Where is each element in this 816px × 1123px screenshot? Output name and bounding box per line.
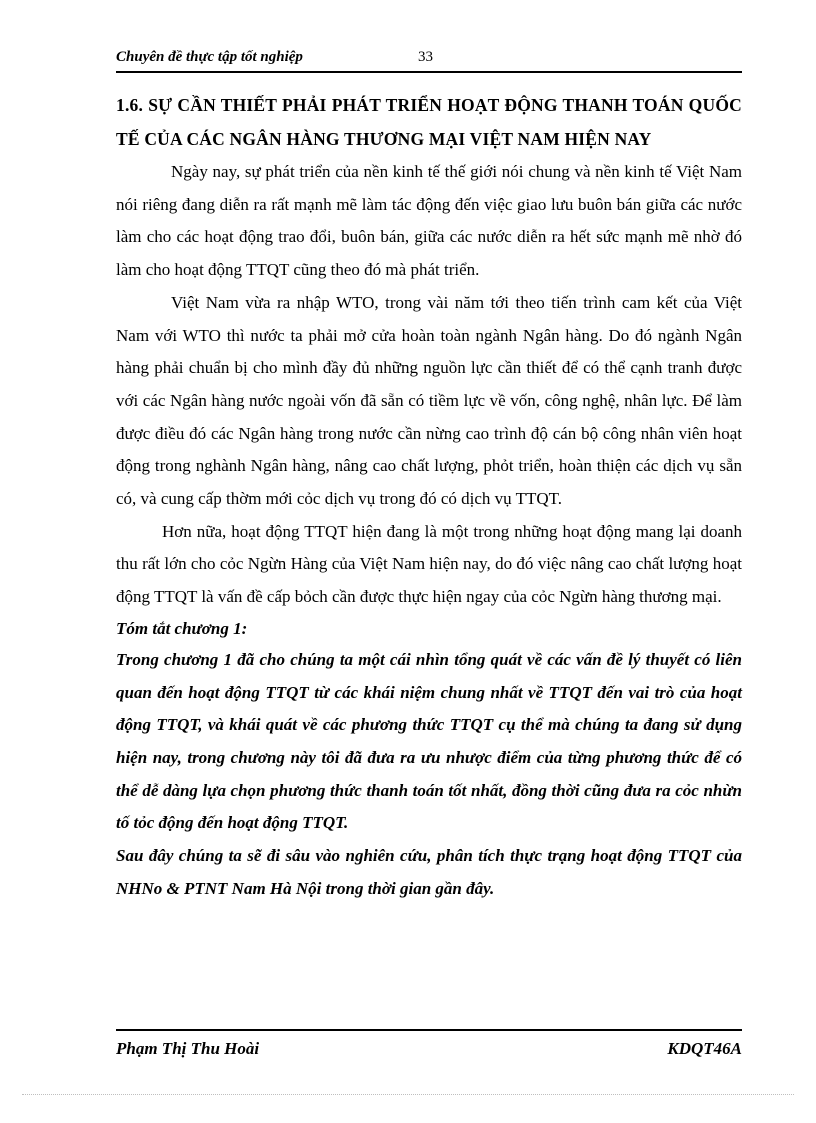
footer-author: Phạm Thị Thu Hoài [116,1039,260,1058]
section-heading: 1.6. SỰ CẦN THIẾT PHẢI PHÁT TRIỂN HOẠT ĐỘNG THANH TOÁN QUỐC TẾ CỦA CÁC NGÂN HÀNG THƯƠNG MẠI VIỆT NAM HIỆN NAY [116,95,742,149]
page-footer [116,1029,742,1058]
summary-paragraph-2: Sau đây chúng ta sẽ đi sâu vào nghiên cứu, phân tích thực trạng hoạt động TTQT của NHNo & PTNT Nam Hà Nội trong thời gian gần đây. [116,846,742,898]
paragraph-3: Hơn nữa, hoạt động TTQT hiện đang là một trong những hoạt động mang lại doanh thu rất lớn cho cỏc Ngừn Hàng của Việt Nam hiện nay, do đó việc nâng cao chất lượng hoạt động TTQT là vấn đề cấp bỏch cần được thực hiện ngay của cỏc Ngừn hàng thương mại. [116,521,742,607]
page-edge-divider [22,1094,794,1095]
summary-title: Tóm tắt chương 1: [116,618,248,638]
header-title: Chuyên đề thực tập tốt nghiệp [116,49,303,65]
page-number: 33 [418,49,433,65]
summary-paragraph-1: Trong chương 1 đã cho chúng ta một cái nhìn tổng quát về các vấn đề lý thuyết có liên quan đến hoạt động TTQT từ các khái niệm chung nhất về TTQT đến vai trò của hoạt động TTQT, và khái quát về các phương thức TTQT cụ thể mà chúng ta đang sử dụng hiện nay, trong chương này tôi đã đưa ra ưu nhược điểm của từng phương thức để có thể dễ dàng lựa chọn phương thức thanh toán tốt nhất, đồng thời cũng đưa ra cỏc nhừn tố tỏc động đến hoạt động TTQT. [116,649,742,833]
footer-class-code: KDQT46A [667,1039,742,1058]
page-header [116,47,742,73]
page-content [116,88,742,905]
paragraph-1: Ngày nay, sự phát triển của nền kinh tế thế giới nói chung và nền kinh tế Việt Nam nói riêng đang diễn ra rất mạnh mẽ làm tác động đến việc giao lưu buôn bán giữa các nước làm cho các hoạt động trao đổi, buôn bán, giữa các nước diễn ra hết sức mạnh mẽ nhờ đó làm cho hoạt động TTQT cũng theo đó mà phát triển. [116,162,742,280]
paragraph-2: Việt Nam vừa ra nhập WTO, trong vài năm tới theo tiến trình cam kết của Việt Nam với WTO thì nước ta phải mở cửa hoàn toàn ngành Ngân hàng. Do đó ngành Ngân hàng phải chuẩn bị cho mình đầy đủ những nguồn lực cần thiết để có thể cạnh tranh được với các Ngân hàng nước ngoài vốn đã sẵn có tiềm lực về vốn, công nghệ, nhân lực. Để làm được điều đó các Ngân hàng trong nước cần nừng cao trình độ cán bộ công nhân viên hoạt động trong nghành Ngân hàng, nâng cao chất lượng, phỏt triển, hoàn thiện các dịch vụ sẵn có, và cung cấp thờm mới cỏc dịch vụ trong đó có dịch vụ TTQT. [116,292,742,509]
